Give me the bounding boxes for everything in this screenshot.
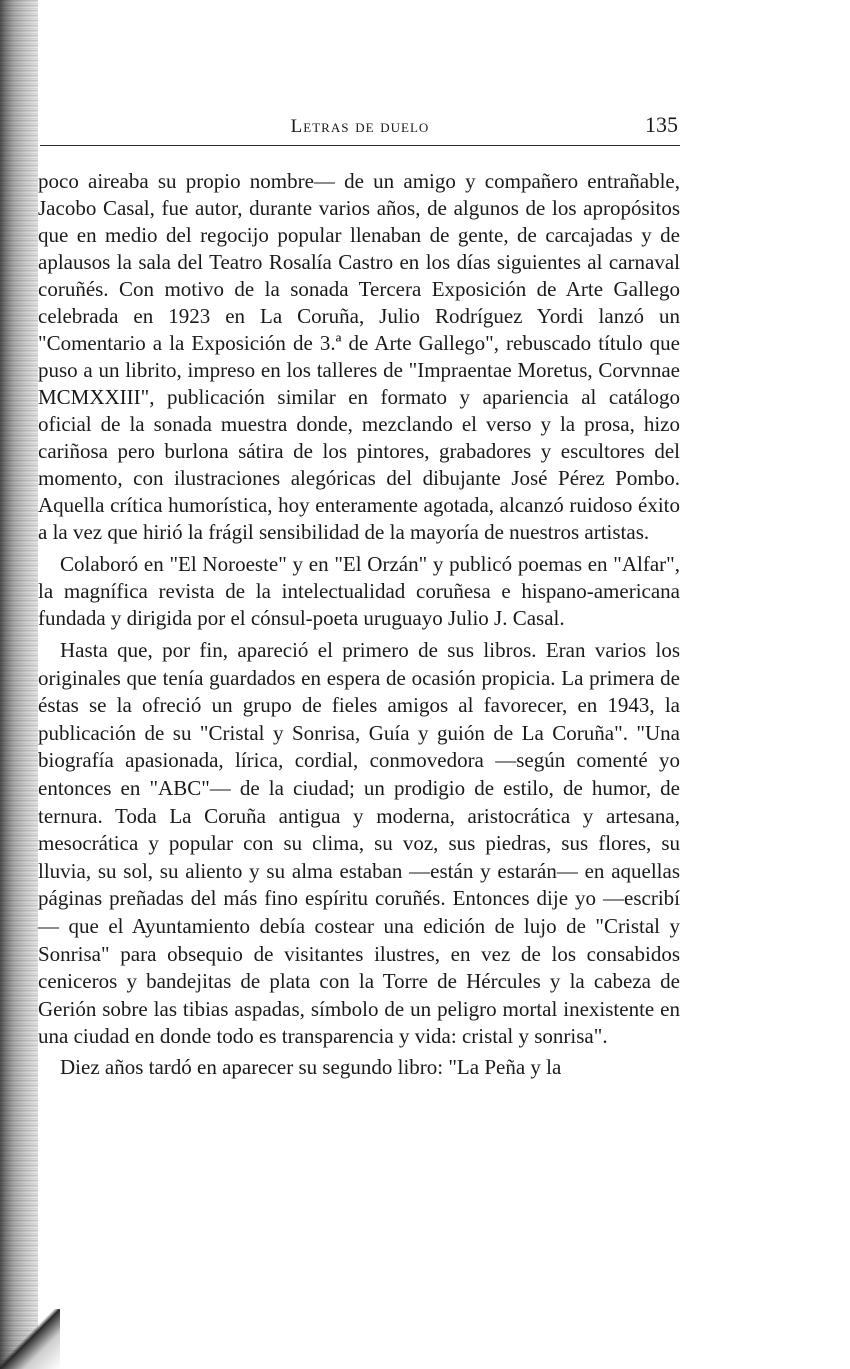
book-spine-shadow — [0, 0, 38, 1369]
paragraph-collaborations: Colaboró en "El Noroeste" y en "El Orzán" y publicó poemas en "Alfar", la magnífica revista de la intelectualidad coruñesa e hispano-americana fundada y dirigida por el cónsul-poeta uruguayo Julio J. Casal. — [38, 552, 680, 630]
header-rule — [40, 145, 680, 146]
paragraph-second-book: Diez años tardó en aparecer su segundo libro: "La Peña y la — [60, 1054, 562, 1079]
page-corner-curl — [0, 1309, 60, 1369]
paragraph-first-book: Hasta que, por fin, apareció el primero de sus libros. Eran varios los originales que tenía guardados en espera de ocasión propicia. La primera de éstas se la ofreció un grupo de fieles amigos al favorecer, en 1943, la publicación de su "Cristal y Sonrisa, Guía y guión de La Coruña". "Una biografía apasionada, lírica, cordial, conmovedora —según comenté yo entonces en "ABC"— de la ciudad; un prodigio de estilo, de humor, de ternura. Toda La Coruña antigua y moderna, aristocrática y artesana, mesocrática y popular con su clima, su voz, sus piedras, sus flores, su lluvia, su sol, su aliento y su alma estaban —están y estarán— en aquellas páginas preñadas del más fino espíritu coruñés. Entonces dije yo —escribí— que el Ayuntamiento debía costear una edición de lujo de "Cristal y Sonrisa" para obsequio de visitantes ilustres, en vez de los consabidos ceniceros y bandejitas de plata con la Torre de Hércules y la cabeza de Gerión sobre las tibias aspadas, símbolo de un peligro mortal inexistente en una ciudad en donde todo es transparencia y vida: cristal y sonrisa". — [38, 638, 680, 1049]
page-header — [40, 112, 680, 142]
page-number: 135 — [645, 112, 678, 137]
body-text — [38, 168, 680, 1081]
paragraph-continuation: poco aireaba su propio nombre— de un amigo y compañero entrañable, Jacobo Casal, fue autor, durante varios años, de algunos de los apropósitos que en medio del regocijo popular llenaban de gente, de carcajadas y de aplausos la sala del Teatro Rosalía Castro en los días siguientes al carnaval coruñés. Con motivo de la sonada Tercera Exposición de Arte Gallego celebrada en 1923 en La Coruña, Julio Rodríguez Yordi lanzó un "Comentario a la Exposición de 3.ª de Arte Gallego", rebuscado título que puso a un librito, impreso en los talleres de "Impraentae Moretus, Corvnnae MCMXXIII", publicación similar en formato y apariencia al catálogo oficial de la sonada muestra donde, mezclando el verso y la prosa, hizo cariñosa pero burlona sátira de los pintores, grabadores y escultores del momento, con ilustraciones alegóricas del dibujante José Pérez Pombo. Aquella crítica humorística, hoy enteramente agotada, alcanzó ruidoso éxito a la vez que hirió la frágil sensibilidad de la mayoría de nuestros artistas. — [38, 169, 680, 544]
running-title: Letras de duelo — [290, 116, 430, 137]
